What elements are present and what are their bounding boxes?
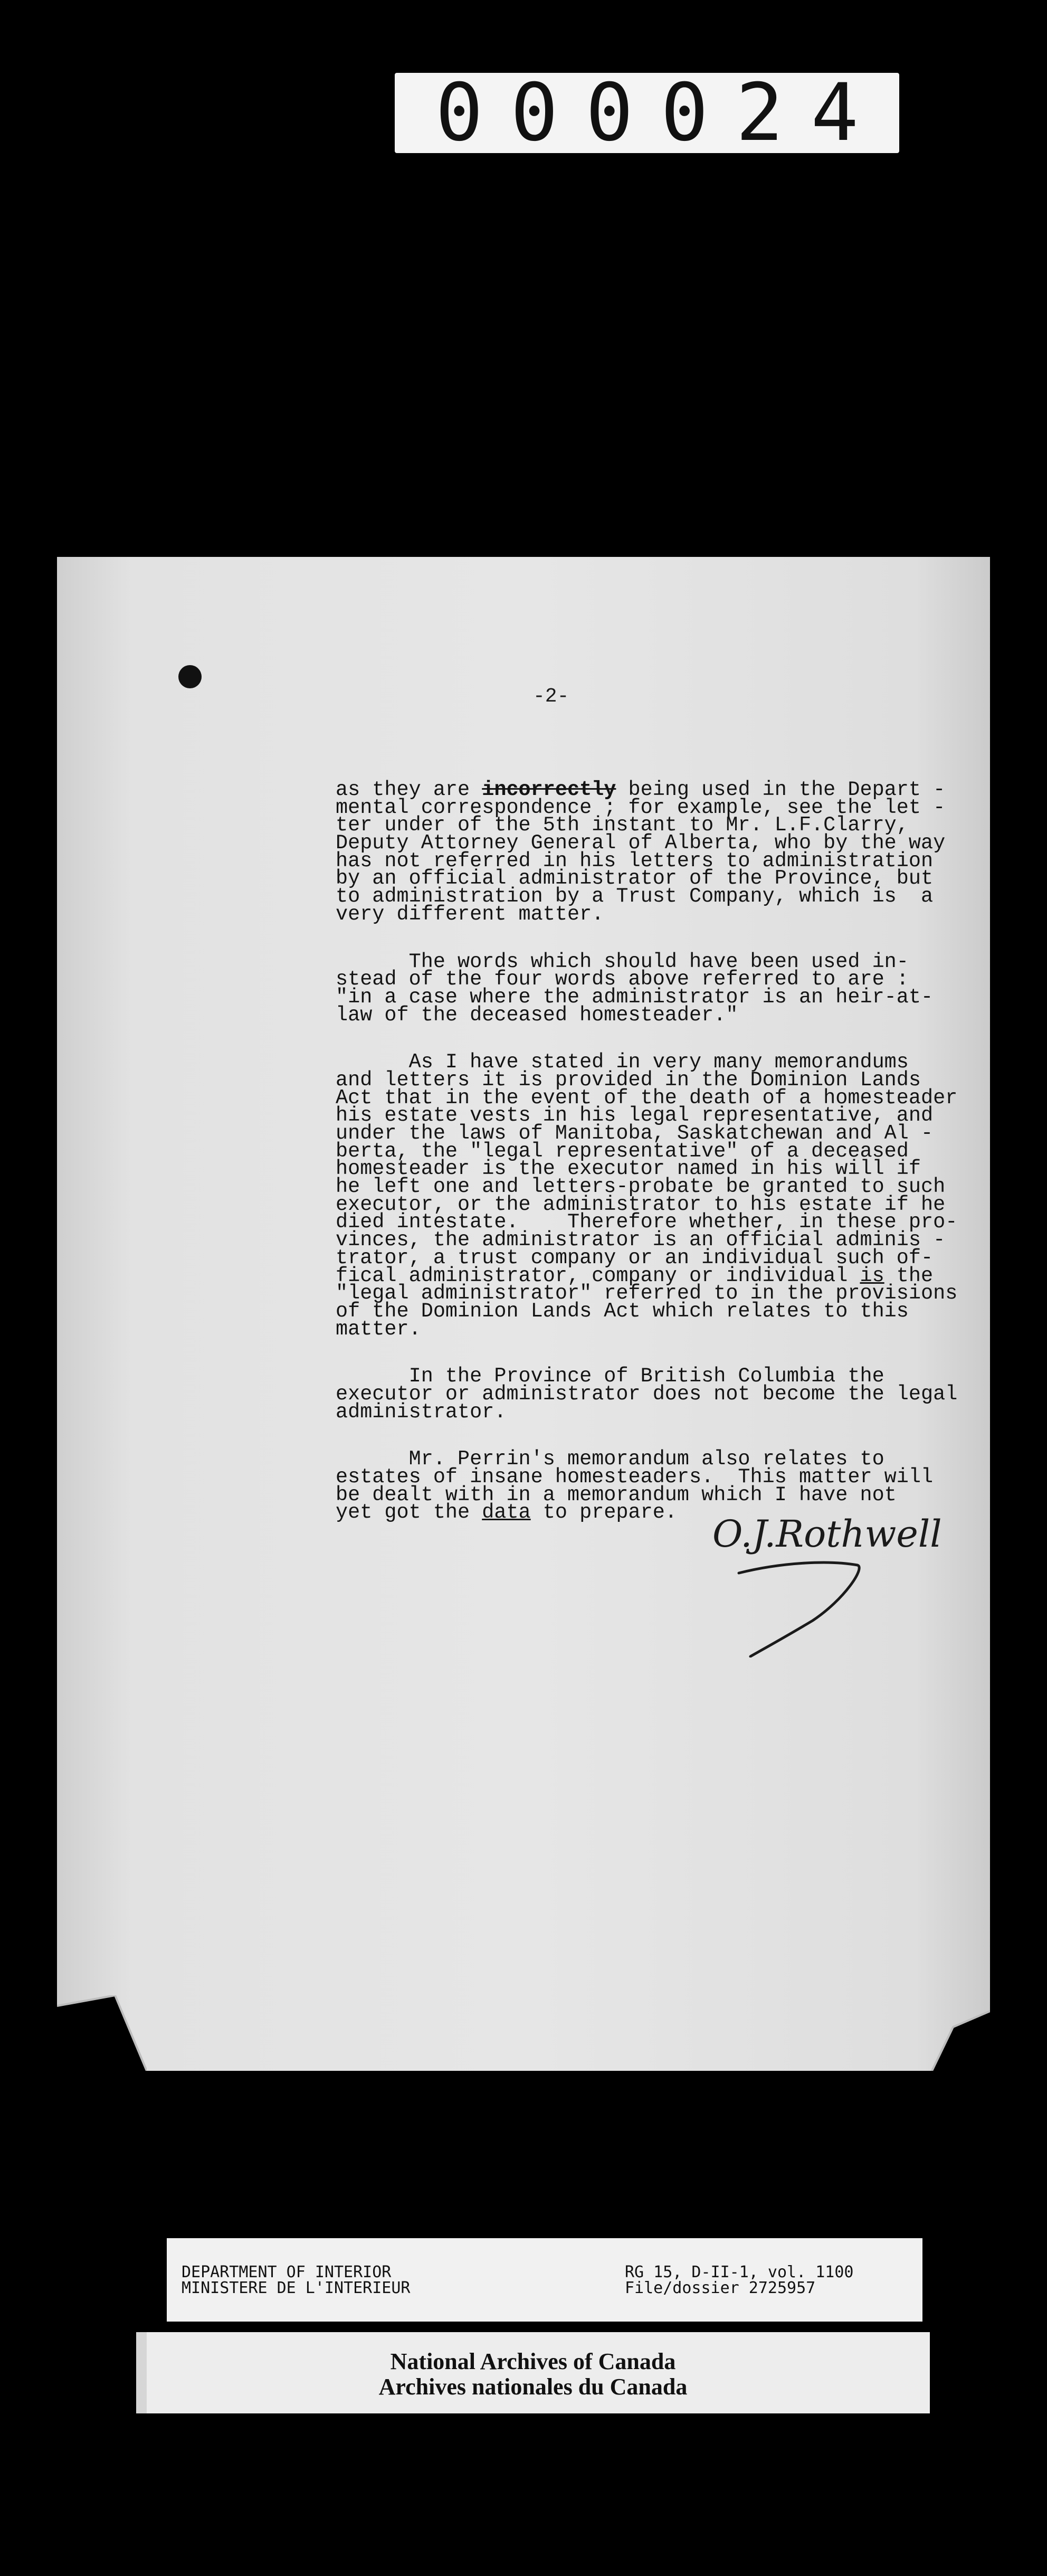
text-run: be dealt with in a memorandum which I have not (336, 1483, 897, 1507)
text-run: of the Dominion Lands Act which relates to this (336, 1299, 909, 1323)
text-run: homesteader is the executor named in his will if (336, 1157, 921, 1181)
department-name (182, 2265, 410, 2296)
punch-hole (178, 665, 202, 688)
text-run: as they are (336, 778, 482, 801)
text-run: has not referred in his letters to administration (336, 849, 934, 873)
text-line (336, 1003, 995, 1027)
text-run: yet got the (336, 1501, 482, 1524)
file-number: File/dossier 2725957 (625, 2279, 816, 2297)
text-run: "in a case where the administrator is an heir-at- (336, 985, 934, 1009)
text-run: data (482, 1501, 531, 1524)
paragraph-gap (336, 1421, 995, 1451)
text-run: mental correspondence ; for example, see the let - (336, 795, 946, 819)
archives-name-en: National Archives of Canada (390, 2348, 676, 2374)
department-fr: MINISTERE DE L'INTERIEUR (182, 2279, 411, 2297)
text-run: Mr. Perrin's memorandum also relates to (336, 1447, 884, 1471)
text-run: As I have stated in very many memorandums (336, 1050, 909, 1074)
record-reference (625, 2265, 853, 2296)
text-run: is (860, 1264, 884, 1287)
text-line (336, 902, 995, 926)
signature: O.J.Rothwell (712, 1512, 942, 1556)
text-run: law of the deceased homesteader." (336, 1003, 738, 1027)
text-run: In the Province of British Columbia the (336, 1365, 884, 1388)
text-run: being used in the Depart - (616, 778, 946, 801)
text-run: matter. (336, 1317, 421, 1341)
department-en: DEPARTMENT OF INTERIOR (182, 2263, 392, 2281)
text-run: very different matter. (336, 902, 604, 926)
text-run: The words which should have been used in- (336, 950, 909, 973)
frame-number: 000024 (395, 73, 899, 153)
text-run: Deputy Attorney General of Alberta, who by the way (336, 831, 946, 855)
text-run: the (884, 1264, 934, 1287)
text-line (336, 1299, 995, 1323)
text-run: to administration by a Trust Company, which is a (336, 885, 934, 908)
text-run: Act that in the event of the death of a homesteader (336, 1086, 958, 1110)
text-line (336, 1400, 995, 1424)
text-run: stead of the four words above referred to are : (336, 968, 909, 991)
text-run: executor, or the administrator to his estate if he (336, 1192, 946, 1216)
record-group: RG 15, D-II-1, vol. 1100 (625, 2263, 854, 2281)
text-run: "legal administrator" referred to in the provisions (336, 1282, 958, 1305)
paragraph-gap (336, 1338, 995, 1368)
archives-name-fr: Archives nationales du Canada (378, 2374, 688, 2400)
text-run: estates of insane homesteaders. This matter will (336, 1465, 934, 1489)
text-run: administrator. (336, 1400, 507, 1424)
paragraph-gap (336, 1024, 995, 1054)
text-run: to prepare. (530, 1501, 677, 1524)
text-run: and letters it is provided in the Dominion Lands (336, 1068, 921, 1092)
page-corner-fold (921, 1995, 990, 2071)
text-run: ter under of the 5th instant to Mr. L.F.Clarry, (336, 813, 909, 837)
paragraph-gap (336, 924, 995, 953)
text-run: berta, the "legal representative" of a deceased (336, 1139, 909, 1163)
text-run: executor or administrator does not become the legal (336, 1382, 958, 1406)
text-run: he left one and letters-probate be granted to such (336, 1175, 946, 1199)
text-run: under the laws of Manitoba, Saskatchewan and Al - (336, 1122, 934, 1145)
text-run: by an official administrator of the Province, but (336, 867, 934, 891)
text-run: vinces, the administrator is an official adminis - (336, 1228, 946, 1252)
text-run: incorrectly (482, 778, 616, 801)
text-run: trator, a trust company or an individual such of- (336, 1246, 934, 1270)
text-run: fical administrator, company or individual (336, 1264, 860, 1287)
archives-names (136, 2349, 930, 2400)
page-number: -2- (533, 685, 569, 708)
page-corner-fold (57, 1995, 147, 2071)
letter-body (336, 778, 995, 1524)
archives-banner (136, 2332, 930, 2413)
reference-label (167, 2238, 922, 2322)
text-run: his estate vests in his legal representative, and (336, 1104, 934, 1128)
text-run: died intestate. Therefore whether, in these pro- (336, 1210, 958, 1234)
text-line (336, 1317, 995, 1341)
